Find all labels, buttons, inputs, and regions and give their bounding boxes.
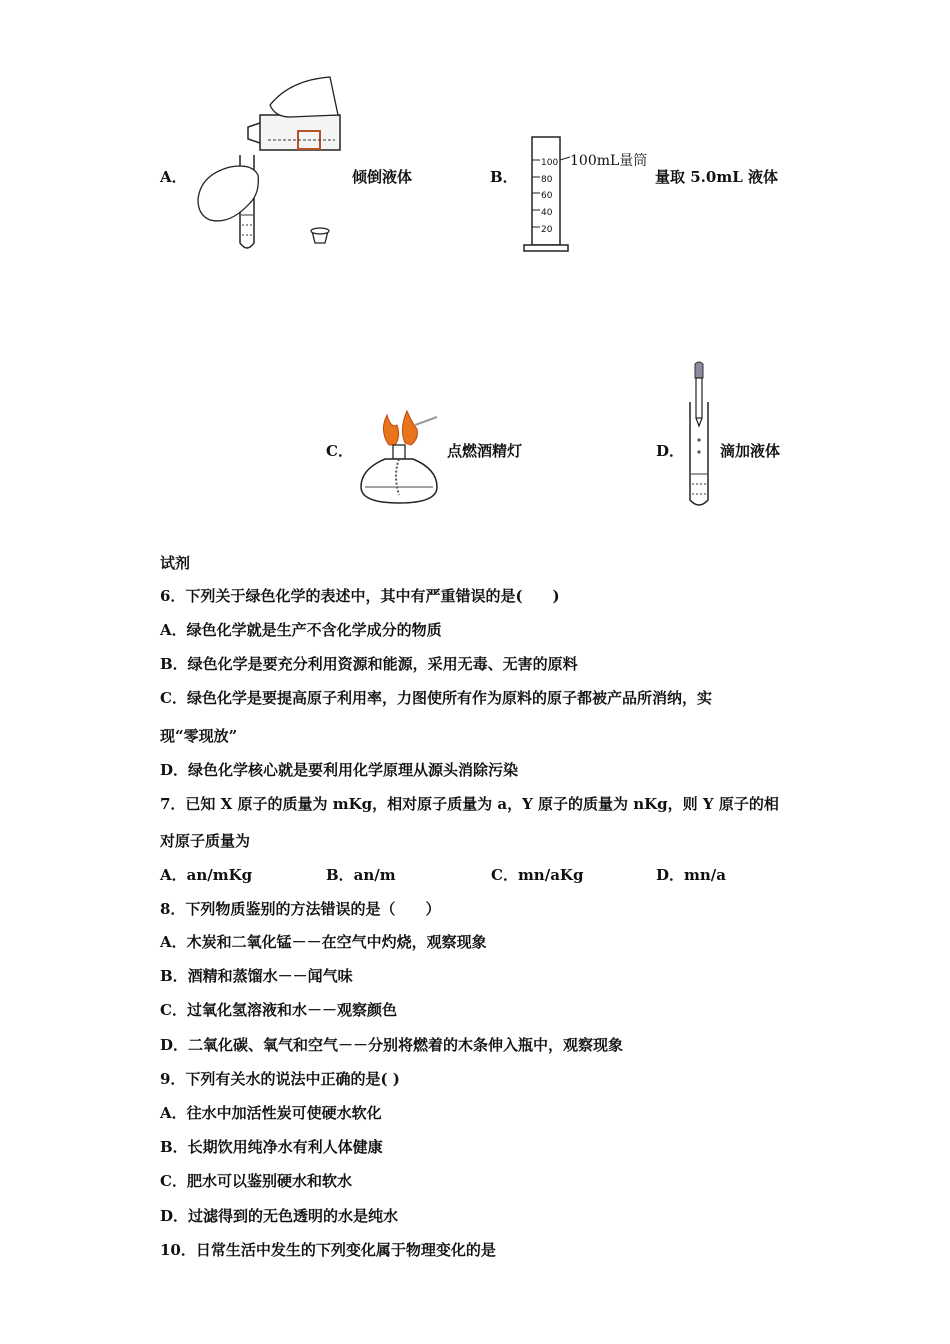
q7-stem: 7．已知 X 原子的质量为 mKg，相对原子质量为 a，Y 原子的质量为 nKg，则 Y 原子的相: [160, 795, 779, 813]
cylinder-tick-80: 80: [541, 174, 553, 185]
option-c-caption: 点燃酒精灯: [447, 442, 523, 460]
option-d-caption: 滴加液体: [720, 442, 781, 460]
q7-option-d: D．mn/a: [656, 866, 726, 884]
q8-option-d: D．二氧化碳、氧气和空气－－分别将燃着的木条伸入瓶中，观察现象: [160, 1036, 624, 1054]
q10-stem: 10．日常生活中发生的下列变化属于物理变化的是: [160, 1241, 496, 1259]
q6-option-c: C．绿色化学是要提高原子利用率，力图使所有作为原料的原子都被产品所消纳，实: [160, 689, 712, 707]
option-c-label: C．: [326, 442, 353, 460]
q6-option-a: A．绿色化学就是生产不含化学成分的物质: [160, 621, 442, 639]
q7-option-a: A．an/mKg: [160, 866, 253, 884]
q6-option-c-cont: 现“零现放”: [160, 727, 238, 745]
option-b-label: B．: [490, 168, 518, 186]
q8-option-a: A．木炭和二氧化锰－－在空气中灼烧，观察现象: [160, 933, 487, 951]
q9-option-b: B．长期饮用纯净水有利人体健康: [160, 1138, 383, 1156]
option-d-label: D．: [656, 442, 685, 460]
option-b-caption: 量取 5.0mL 液体: [655, 168, 778, 186]
q7-option-b: B．an/m: [326, 866, 396, 884]
q9-option-c: C．肥水可以鉴别硬水和软水: [160, 1172, 352, 1190]
q6-stem: 6．下列关于绿色化学的表述中，其中有严重错误的是( ): [160, 587, 560, 605]
q8-option-b: B．酒精和蒸馏水－－闻气味: [160, 967, 353, 985]
q8-stem: 8．下列物质鉴别的方法错误的是（ ）: [160, 900, 441, 918]
continuation-text: 试剂: [160, 554, 191, 572]
option-a-caption: 倾倒液体: [352, 168, 413, 186]
cylinder-tick-40: 40: [541, 208, 553, 219]
alcohol-lamp-figure: [355, 403, 445, 511]
q8-option-c: C．过氧化氢溶液和水－－观察颜色: [160, 1001, 397, 1019]
q9-option-d: D．过滤得到的无色透明的水是纯水: [160, 1207, 399, 1225]
option-a-label: A．: [160, 168, 187, 186]
cylinder-tick-100: 100: [541, 158, 559, 168]
pouring-liquid-figure: [190, 75, 350, 255]
cylinder-tick-60: 60: [541, 191, 553, 202]
q9-stem: 9．下列有关水的说法中正确的是( ): [160, 1070, 400, 1088]
cylinder-tick-20: 20: [541, 224, 553, 235]
q6-option-b: B．绿色化学是要充分利用资源和能源，采用无毒、无害的原料: [160, 655, 578, 673]
q6-option-d: D．绿色化学核心就是要利用化学原理从源头消除污染: [160, 761, 519, 779]
q7-stem-cont: 对原子质量为: [160, 832, 251, 850]
q7-option-c: C．mn/aKg: [491, 866, 584, 884]
dropper-test-tube-figure: [684, 362, 714, 510]
q9-option-a: A．往水中加活性炭可使硬水软化: [160, 1104, 382, 1122]
cylinder-tag: 100mL量筒: [570, 153, 648, 169]
